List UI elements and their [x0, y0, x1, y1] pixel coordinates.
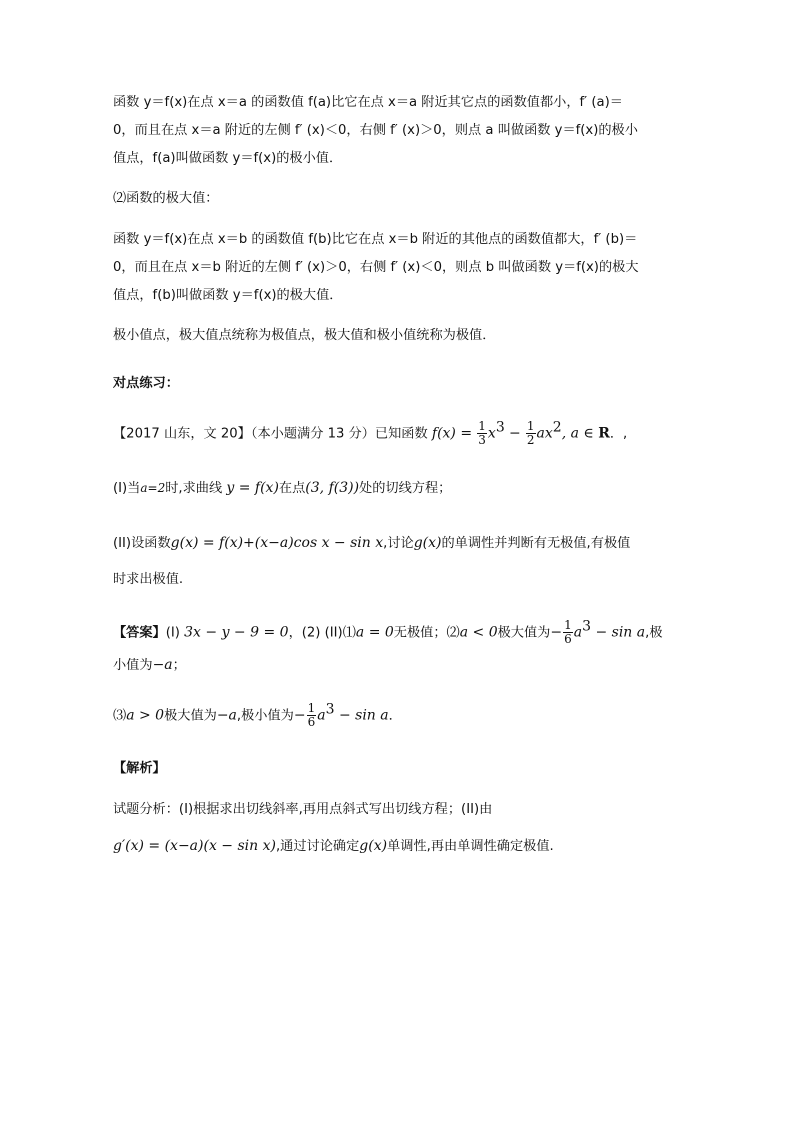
max-def-line-1: 函数 y＝f(x)在点 x＝b 的函数值 f(b)比它在点 x＝b 附近的其他点的函数值都大，f′ (b)＝: [113, 232, 638, 247]
min-def-line-1: 函数 y＝f(x)在点 x＝a 的函数值 f(a)比它在点 x＝a 附近其它点的函数值都小，f′ (a)＝: [113, 95, 623, 110]
analysis-line-2: g′(x) = (x−a)(x − sin x),通过讨论确定g(x)单调性,再由单调性确定极值.: [113, 838, 554, 854]
min-def-line-3: 值点，f(a)叫做函数 y＝f(x)的极小值．: [113, 151, 343, 166]
source-tag: 【2017 山东，文 20】: [113, 426, 251, 442]
fx-lhs: f(x) =: [431, 425, 473, 442]
part-two-line-1: (II)设函数g(x) = f(x)+(x−a)cos x − sin x,讨论g(x)的单调性并判断有无极值,有极值: [113, 535, 631, 551]
analysis-line-1: 试题分析：(I)根据求出切线斜率,再用点斜式写出切线方程；(II)由: [113, 802, 493, 817]
frac-one-sixth-2: $\frac{1}{6}$: [307, 701, 316, 729]
problem-intro: （本小题满分 13 分）已知函数: [250, 426, 428, 442]
real-set: R: [598, 425, 610, 442]
part-two-line-2: 时求出极值.: [113, 572, 184, 587]
frac-one-sixth: $\frac{1}{6}$: [564, 618, 572, 646]
answer-line-2: 小值为−a；: [113, 657, 186, 673]
part-one: (I)当a=2时,求曲线 y = f(x)在点(3, f(3))处的切线方程；: [113, 480, 452, 496]
max-def-line-2: 0，而且在点 x＝b 附近的左侧 f′ (x)＞0，右侧 f′ (x)＜0，则点 b 叫做函数 y＝f(x)的极大: [113, 260, 639, 275]
analysis-tag: 【解析】: [113, 761, 166, 776]
answer-line-3: ⑶a > 0极大值为−a,极小值为− $\frac{1}{6}$ $a^3 - \sin a$．: [113, 701, 402, 729]
problem-statement: 【2017 山东，文 20】（本小题满分 13 分）已知函数 f(x) = $\frac{1}{3}$ $x^3$ − $\frac{1}{2}$ $ax^2$, a ∈ R．,: [113, 419, 628, 447]
frac-one-third: $\frac{1}{3}$: [478, 419, 486, 447]
summary-line: 极小值点，极大值点统称为极值点，极大值和极小值统称为极值．: [113, 328, 496, 343]
answer-line-1: 【答案】(I) 3x − y − 9 = 0，(2) (II)⑴a = 0无极值；⑵a < 0极大值为− $\frac{1}{6}$ $a^3 - \sin a$,极: [113, 618, 663, 646]
practice-heading: 对点练习：: [113, 376, 179, 391]
max-def-line-3: 值点，f(b)叫做函数 y＝f(x)的极大值．: [113, 288, 343, 303]
answer-tag: 【答案】: [113, 625, 166, 641]
frac-one-half: $\frac{1}{2}$: [526, 419, 535, 447]
max-heading: ⑵函数的极大值：: [113, 191, 219, 206]
min-def-line-2: 0，而且在点 x＝a 附近的左侧 f′ (x)＜0，右侧 f′ (x)＞0，则点 a 叫做函数 y＝f(x)的极小: [113, 123, 638, 138]
